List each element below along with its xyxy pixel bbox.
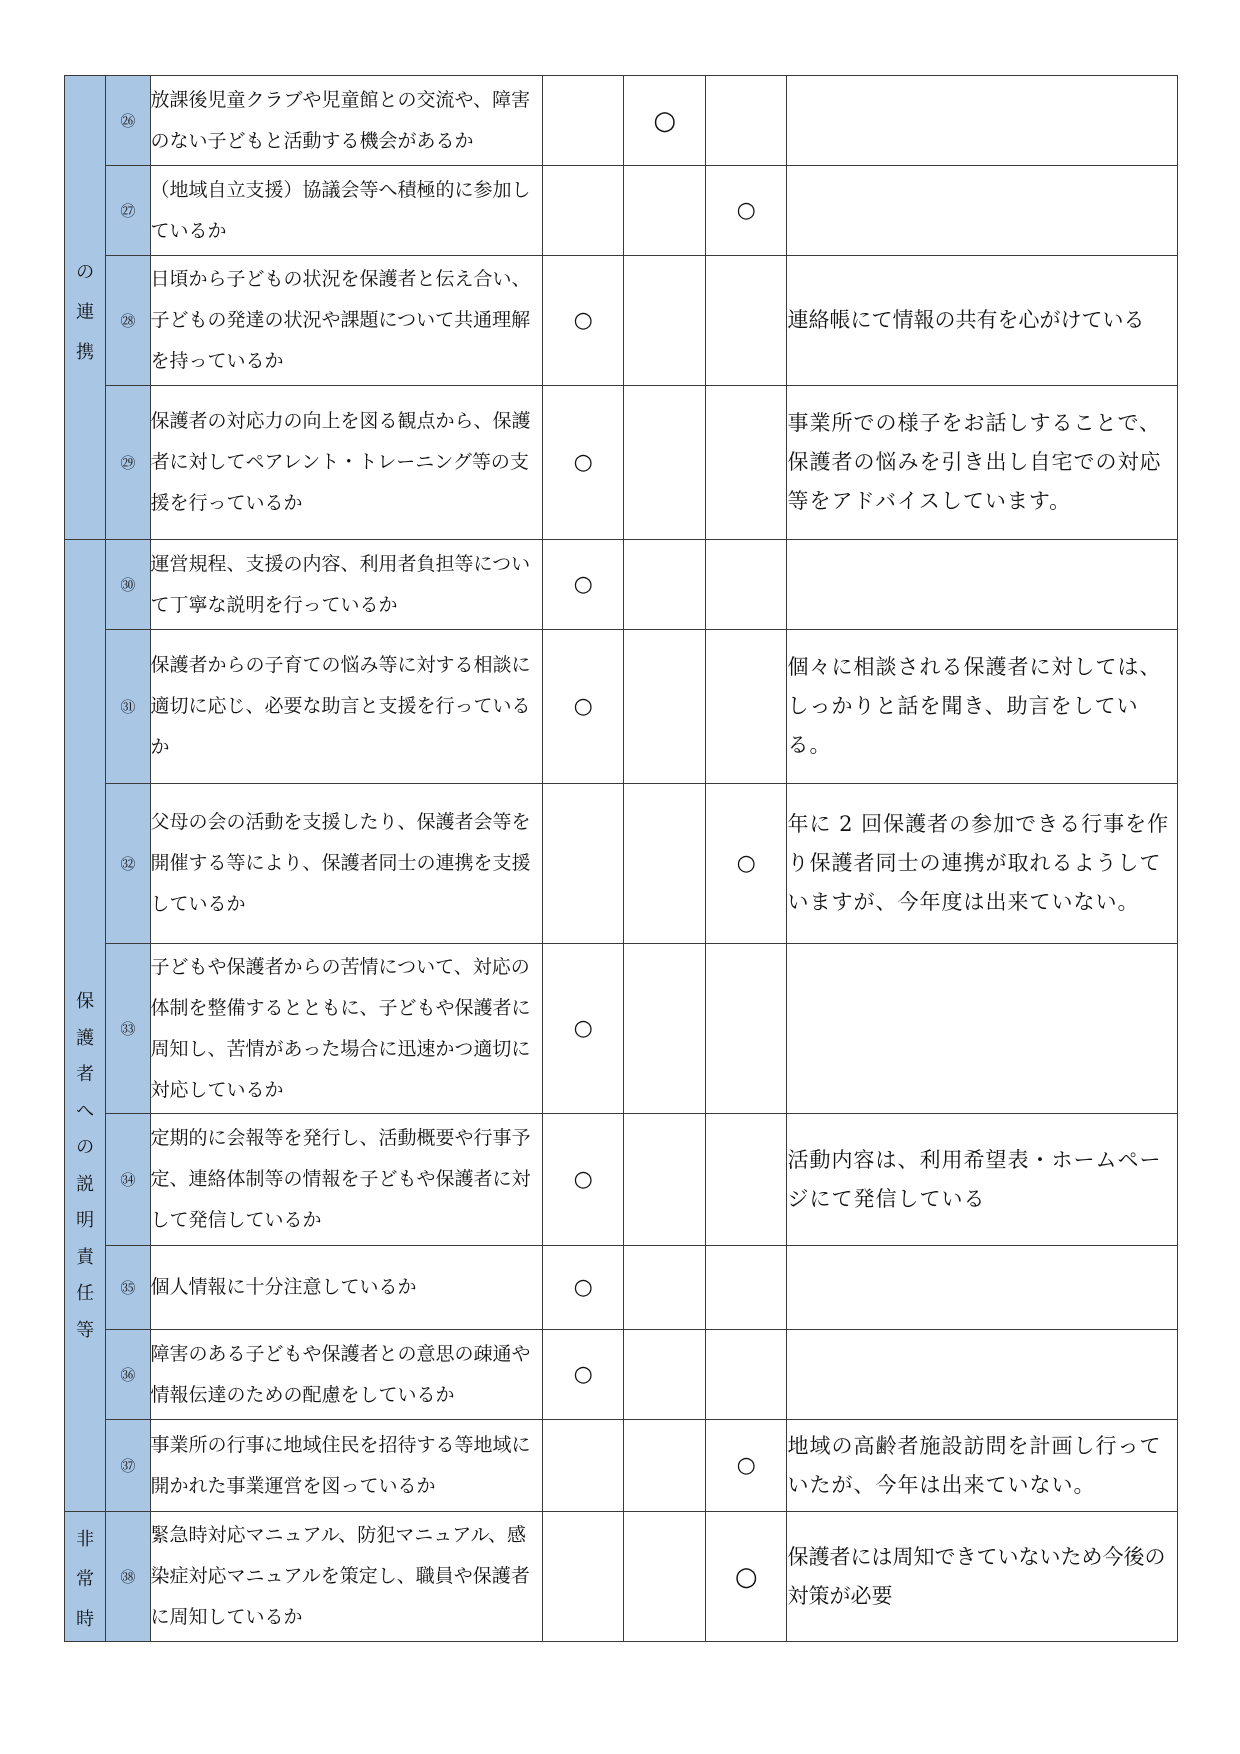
- table-row: [65, 1246, 1178, 1330]
- mark-col1: [542, 784, 624, 944]
- item-number: ㊲: [106, 1420, 150, 1512]
- comment-cell: 事業所での様子をお話しすることで、保護者の悩みを引き出し自宅での対応等をアドバイスしています。: [787, 386, 1178, 540]
- mark-col1: [542, 1420, 624, 1512]
- mark-col3: [705, 386, 787, 540]
- question-text: 父母の会の活動を支援したり、保護者会等を開催する等により、保護者同士の連携を支援しているか: [150, 784, 542, 944]
- table-row: [65, 76, 1178, 166]
- comment-cell: 活動内容は、利用希望表・ホームページにて発信している: [787, 1114, 1178, 1246]
- comment-cell: [787, 944, 1178, 1114]
- mark-col3: [705, 1330, 787, 1420]
- comment-cell: [787, 166, 1178, 256]
- mark-col2: [624, 1420, 706, 1512]
- table-row: [65, 256, 1178, 386]
- comment-cell: 保護者には周知できていないため今後の対策が必要: [787, 1512, 1178, 1642]
- mark-col3: [705, 540, 787, 630]
- table-row: [65, 630, 1178, 784]
- table-row: [65, 944, 1178, 1114]
- mark-col1: ○: [542, 540, 624, 630]
- mark-col1: ○: [542, 630, 624, 784]
- mark-col2: [624, 630, 706, 784]
- table-row: [65, 1114, 1178, 1246]
- table-row: [65, 166, 1178, 256]
- mark-col3: [705, 944, 787, 1114]
- mark-col1: ○: [542, 1330, 624, 1420]
- question-text: 個人情報に十分注意しているか: [150, 1246, 542, 1330]
- comment-cell: 地域の高齢者施設訪問を計画し行っていたが、今年は出来ていない。: [787, 1420, 1178, 1512]
- category-label: 保 護 者 へ の 説 明 責 任 等: [76, 991, 95, 1341]
- mark-col3: ○: [705, 166, 787, 256]
- mark-col3: [705, 1114, 787, 1246]
- category-label: 非 常 時: [76, 1528, 95, 1630]
- mark-col1: [542, 1512, 624, 1642]
- question-text: 放課後児童クラブや児童館との交流や、障害のない子どもと活動する機会があるか: [150, 76, 542, 166]
- mark-col2: [624, 540, 706, 630]
- mark-col2: [624, 256, 706, 386]
- comment-cell: 個々に相談される保護者に対しては、しっかりと話を聞き、助言をしている。: [787, 630, 1178, 784]
- comment-cell: 連絡帳にて情報の共有を心がけている: [787, 256, 1178, 386]
- mark-col2: [624, 784, 706, 944]
- question-text: 定期的に会報等を発行し、活動概要や行事予定、連絡体制等の情報を子どもや保護者に対して発信しているか: [150, 1114, 542, 1246]
- table-row: [65, 1512, 1178, 1642]
- question-text: 子どもや保護者からの苦情について、対応の体制を整備するとともに、子どもや保護者に周知し、苦情があった場合に迅速かつ適切に対応しているか: [150, 944, 542, 1114]
- mark-col3: [705, 1246, 787, 1330]
- mark-col1: ○: [542, 256, 624, 386]
- mark-col2: [624, 944, 706, 1114]
- comment-cell: [787, 76, 1178, 166]
- mark-col1: [542, 166, 624, 256]
- question-text: 日頃から子どもの状況を保護者と伝え合い、子どもの発達の状況や課題について共通理解を持っているか: [150, 256, 542, 386]
- item-number: ㉝: [106, 944, 150, 1114]
- item-number: ㉜: [106, 784, 150, 944]
- comment-cell: [787, 1246, 1178, 1330]
- table-row: [65, 784, 1178, 944]
- category-cell-setsumei: [65, 540, 106, 1512]
- question-text: （地域自立支援）協議会等へ積極的に参加しているか: [150, 166, 542, 256]
- item-number: ㊱: [106, 1330, 150, 1420]
- item-number: ㉙: [106, 386, 150, 540]
- question-text: 緊急時対応マニュアル、防犯マニュアル、感染症対応マニュアルを策定し、職員や保護者に周知しているか: [150, 1512, 542, 1642]
- category-cell-renkei: [65, 76, 106, 540]
- mark-col1: ○: [542, 1114, 624, 1246]
- table-row: [65, 386, 1178, 540]
- mark-col3: ○: [705, 784, 787, 944]
- mark-col3: [705, 630, 787, 784]
- mark-col1: [542, 76, 624, 166]
- category-cell-hijo: [65, 1512, 106, 1642]
- mark-col2: [624, 386, 706, 540]
- mark-col3: [705, 256, 787, 386]
- question-text: 運営規程、支援の内容、利用者負担等について丁寧な説明を行っているか: [150, 540, 542, 630]
- category-label: の 連 携: [76, 261, 95, 363]
- question-text: 保護者からの子育ての悩み等に対する相談に適切に応じ、必要な助言と支援を行っているか: [150, 630, 542, 784]
- item-number: ㊳: [106, 1512, 150, 1642]
- mark-col3: ○: [705, 1420, 787, 1512]
- item-number: ㉗: [106, 166, 150, 256]
- item-number: ㉞: [106, 1114, 150, 1246]
- mark-col2: [624, 1512, 706, 1642]
- table-row: [65, 540, 1178, 630]
- question-text: 障害のある子どもや保護者との意思の疎通や情報伝達のための配慮をしているか: [150, 1330, 542, 1420]
- mark-col2: [624, 166, 706, 256]
- mark-col1: ○: [542, 1246, 624, 1330]
- mark-col2: [624, 1330, 706, 1420]
- comment-cell: 年に 2 回保護者の参加できる行事を作り保護者同士の連携が取れるようしていますが、今年度は出来ていない。: [787, 784, 1178, 944]
- mark-col3: [705, 76, 787, 166]
- comment-cell: [787, 540, 1178, 630]
- mark-col2: [624, 1246, 706, 1330]
- item-number: ㉟: [106, 1246, 150, 1330]
- comment-cell: [787, 1330, 1178, 1420]
- mark-col2: ○: [624, 76, 706, 166]
- item-number: ㉛: [106, 630, 150, 784]
- table-row: [65, 1330, 1178, 1420]
- mark-col2: [624, 1114, 706, 1246]
- item-number: ㉘: [106, 256, 150, 386]
- mark-col1: ○: [542, 386, 624, 540]
- evaluation-table: [64, 75, 1178, 1642]
- table-row: [65, 1420, 1178, 1512]
- item-number: ㉖: [106, 76, 150, 166]
- mark-col1: ○: [542, 944, 624, 1114]
- item-number: ㉚: [106, 540, 150, 630]
- question-text: 保護者の対応力の向上を図る観点から、保護者に対してペアレント・トレーニング等の支援を行っているか: [150, 386, 542, 540]
- mark-col3: ○: [705, 1512, 787, 1642]
- question-text: 事業所の行事に地域住民を招待する等地域に開かれた事業運営を図っているか: [150, 1420, 542, 1512]
